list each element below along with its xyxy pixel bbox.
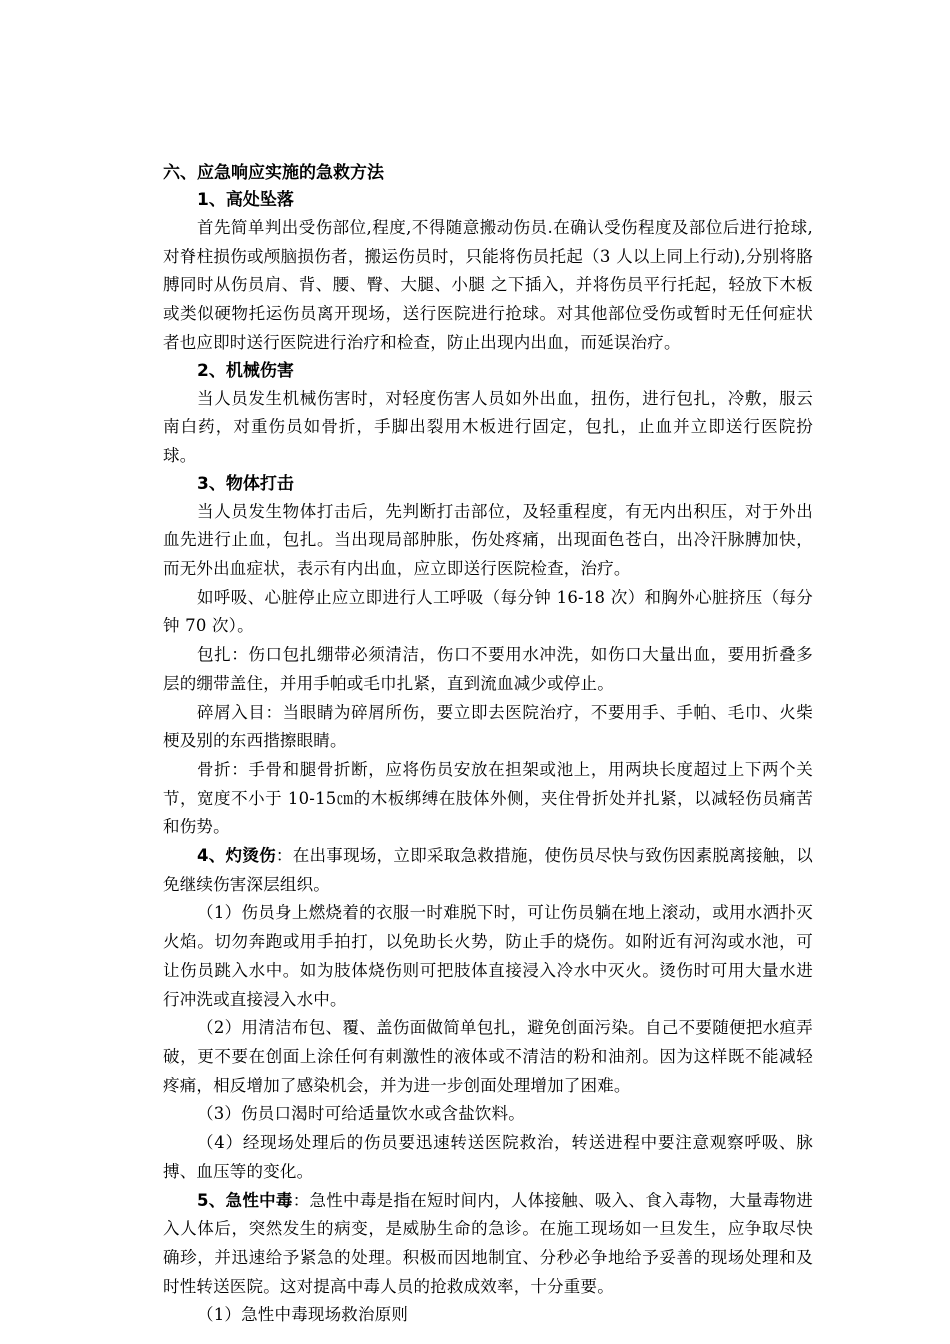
paragraph-poison-intro [163,1187,813,1302]
subsection-label-poison: 5、急性中毒 [197,1190,293,1210]
paragraph-strike-cpr: 如呼吸、心脏停止应立即进行人工呼吸（每分钟 16-18 次）和胸外心脏挤压（每分钟 70 次）。 [163,587,813,636]
paragraph-fall: 首先简单判出受伤部位,程度,不得随意搬动伤员.在确认受伤程度及部位后进行抢球,对脊柱损伤或颅脑损伤者，搬运伤员时，只能将伤员托起（3 人以上同上行动),分别将胳膊同时从伤员肩、背、腰、臀、大腿、小腿 之下插入，并将伤员平行托起，轻放下木板或类似硬物托运伤员离开现场，送行医院进行抢球。对其他部位受伤或暂时无任何症状者也应即时送行医院进行治疗和检查，防止出现内出血，而延误治疗。 [163,218,813,352]
paragraph-burn-2: （2）用清洁布包、覆、盖伤面做简单包扎，避免创面污染。自己不要随便把水疸弄破，更不要在创面上涂任何有刺激性的液体或不清洁的粉和油剂。因为这样既不能减轻疼痛，相反增加了感染机会，并为进一步创面处理增加了困难。 [163,1018,813,1095]
subsection-title-mechanical: 2、机械伤害 [197,360,294,381]
section-title: 六、应急响应实施的急救方法 [163,163,384,183]
subsection-title-strike: 3、物体打击 [197,473,294,494]
subsection-label-burn: 4、灼烫伤 [197,846,276,866]
paragraph-burn-1: （1）伤员身上燃烧着的衣服一时难脱下时，可让伤员躺在地上滚动，或用水洒扑灭火焰。切勿奔跑或用手拍打，以免助长火势，防止手的烧伤。如附近有河沟或水池，可让伤员跳入水中。如为肢体烧伤则可把肢体直接浸入冷水中灭火。烫伤时可用大量水进行冲洗或直接浸入水中。 [163,903,813,1009]
subsection-title-fall: 1、高处坠落 [197,190,294,210]
paragraph-mechanical: 当人员发生机械伤害时，对轻度伤害人员如外出血，扭伤，进行包扎，冷敷，服云南白药，对重伤员如骨折，手脚出裂用木板进行固定，包扎，止血并立即送行医院扮球。 [163,388,813,465]
poison-intro-text: ：急性中毒是指在短时间内，人体接触、吸入、食入毒物，大量毒物进入人体后，突然发生的病变，是威胁生命的急诊。在施工现场如一旦发生，应争取尽快确珍，并迅速给予紧急的处理。积极而因地制宜、分秒必争地给予妥善的现场处理和及时性转送医院。这对提高中毒人员的抢救成效率，十分重要。 [163,1190,813,1296]
paragraph-poison-1: （1）急性中毒现场救治原则 [197,1305,409,1325]
paragraph-strike-fracture: 骨折：手骨和腿骨折断，应将伤员安放在担架或池上，用两块长度超过上下两个关节，宽度不小于 10-15㎝的木板绑缚在肢体外侧，夹住骨折处并扎紧，以减轻伤员痛苦和伤势。 [163,759,813,837]
paragraph-strike-1: 当人员发生物体打击后，先判断打击部位，及轻重程度，有无内出积压，对于外出血先进行止血，包扎。当出现局部肿胀，伤处疼痛，出现面色苍白，出冷汗脉膊加快，而无外出血症状，表示有内出血，应立即送行医院检查，治疗。 [163,501,813,579]
paragraph-burn-3: （3）伤员口渴时可给适量饮水或含盐饮料。 [197,1104,525,1124]
document-page [163,160,813,1330]
paragraph-strike-eye: 碎屑入目：当眼睛为碎屑所伤，要立即去医院治疗，不要用手、手帕、毛巾、火柴梗及别的东西揩擦眼睛。 [163,702,813,751]
paragraph-burn-4: （4）经现场处理后的伤员要迅速转送医院救治，转送进程中要注意观察呼吸、脉搏、血压等的变化。 [163,1133,813,1181]
paragraph-strike-bandage: 包扎：伤口包扎绷带必须清洁，伤口不要用水冲洗，如伤口大量出血，要用折叠多层的绷带盖住，并用手帕或毛巾扎紧，直到流血减少或停止。 [163,645,813,693]
burn-intro-text: ：在出事现场，立即采取急救措施，使伤员尽快与致伤因素脱离接触，以免继续伤害深层组织。 [163,846,813,894]
paragraph-burn-intro [163,842,813,899]
